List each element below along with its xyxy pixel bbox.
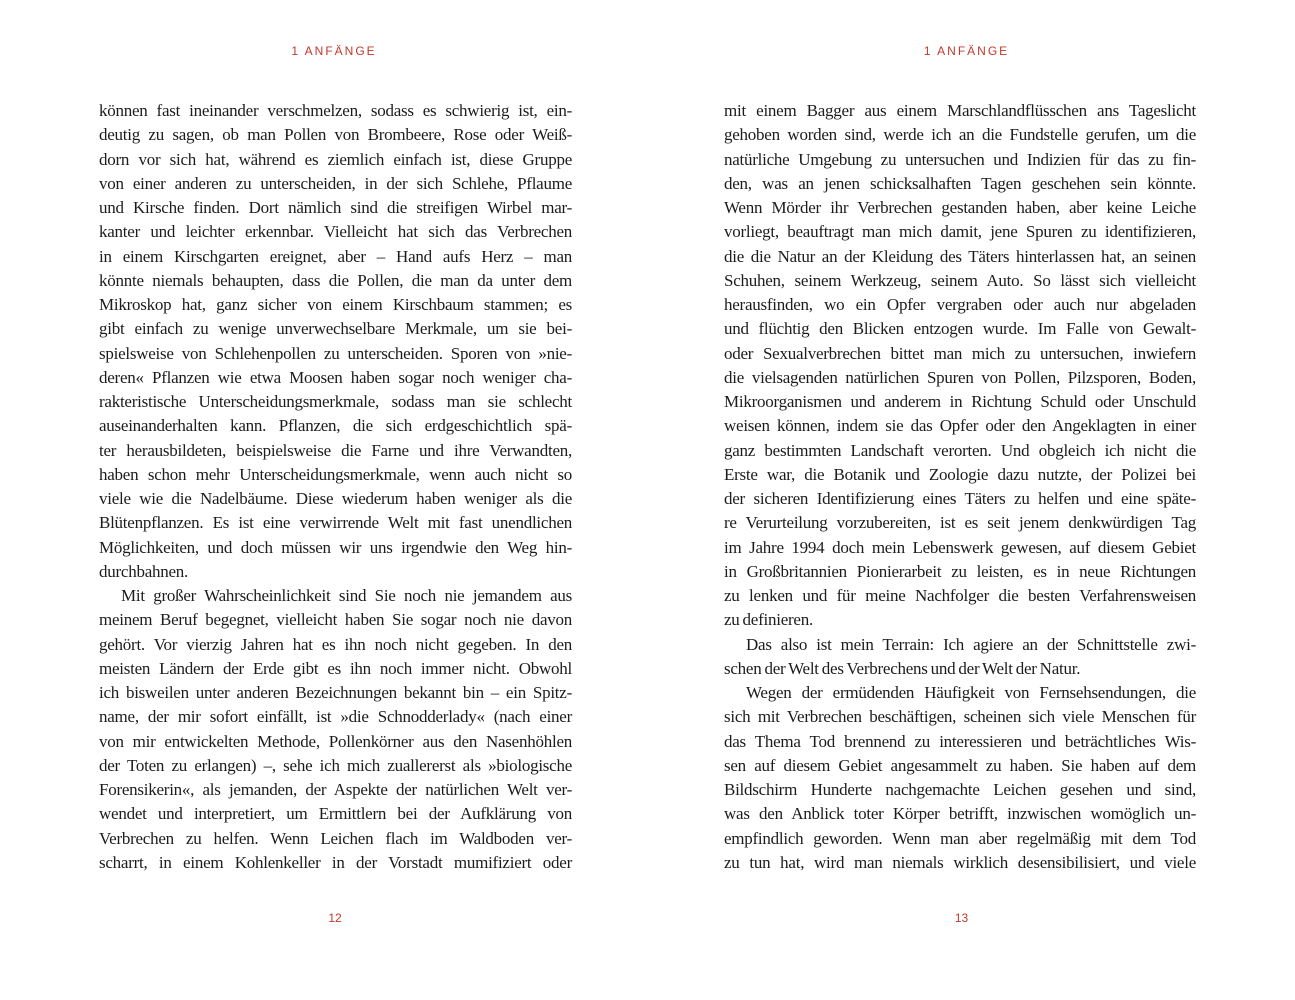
page-number: 13 <box>954 911 969 925</box>
text-line: und flüchtig den Blicken entzogen wurde. Im Falle von Gewalt- <box>724 319 1196 339</box>
text-line: empfindlich geworden. Wenn man aber regelmäßig mit dem Tod <box>724 828 1196 848</box>
text-line: der Toten zu erlangen) –, sehe ich mich zuallererst als »biologische <box>99 755 572 775</box>
text-line: re Verurteilung vorzubereiten, ist es seit jenem denkwürdigen Tag <box>724 513 1196 533</box>
text-line: Verbrechen zu helfen. Wenn Leichen flach im Waldboden ver- <box>99 828 572 848</box>
text-line: von mir entwickelten Methode, Pollenkörner aus den Nasenhöhlen <box>99 731 572 751</box>
text-line: könnte niemals behaupten, dass die Pollen, die man da unter dem <box>99 270 572 290</box>
text-line: zu lenken und für meine Nachfolger die besten Verfahrensweisen <box>724 586 1196 605</box>
text-line: auseinanderhalten kann. Pflanzen, die sich erdgeschichtlich spä- <box>99 416 572 436</box>
text-line: Mit großer Wahrscheinlichkeit sind Sie noch nie jemandem aus <box>121 586 572 605</box>
text-line: gehoben worden sind, werde ich an die Fundstelle gerufen, um die <box>724 125 1196 145</box>
text-line: gehört. Vor vierzig Jahren hat es ihn noch nicht gegeben. In den <box>99 634 572 654</box>
text-line: kanter und leichter erkennbar. Vielleicht hat sich das Verbrechen <box>99 222 572 242</box>
text-line: wendet und interpretiert, um Ermittlern bei der Aufklärung von <box>99 804 572 824</box>
text-line: Forensikerin«, als jemanden, der Aspekte der natürlichen Welt ver- <box>99 780 572 799</box>
text-line: sen auf diesem Gebiet angesammelt zu haben. Sie haben auf dem <box>724 755 1196 775</box>
text-line: können fast ineinander verschmelzen, sodass es schwierig ist, ein- <box>99 101 572 120</box>
page-number: 12 <box>328 911 342 925</box>
text-line: von einer anderen zu unterscheiden, in der sich Schlehe, Pflaume <box>99 173 572 193</box>
text-line: ganz bestimmten Landschaft verorten. Und obgleich ich nicht die <box>724 440 1196 460</box>
text-line: mit einem Bagger aus einem Marschlandflüsschen ans Tageslicht <box>724 101 1196 120</box>
text-line: meisten Ländern der Erde gibt es ihn noch immer nicht. Obwohl <box>99 658 572 678</box>
text-line: scharrt, in einem Kohlenkeller in der Vorstadt mumifiziert oder <box>99 852 572 872</box>
text-line: spielsweise von Schlehenpollen zu unterscheiden. Sporen von »nie- <box>99 343 572 363</box>
right-page <box>648 0 1295 1000</box>
text-line: Blütenpflanzen. Es ist eine verwirrende Welt mit fast unendlichen <box>99 513 572 533</box>
text-line: deren« Pflanzen wie etwa Moosen haben sogar noch weniger cha- <box>99 367 572 387</box>
text-line: Wegen der ermüdenden Häufigkeit von Fernsehsendungen, die <box>746 683 1196 702</box>
text-line: Erste war, die Botanik und Zoologie dazu nutzte, der Polizei bei <box>724 464 1196 484</box>
text-line: viele wie die Nadelbäume. Diese wiederum haben weniger als die <box>99 489 572 508</box>
text-line: oder Sexualverbrechen bittet man mich zu untersuchen, inwiefern <box>724 343 1196 363</box>
text-line: sich mit Verbrechen beschäftigen, scheinen sich viele Menschen für <box>724 707 1196 727</box>
text-line: natürliche Umgebung zu untersuchen und Indizien für das zu fin- <box>724 149 1196 169</box>
text-line: und Kirsche finden. Dort nämlich sind die streifigen Wirbel mar- <box>99 198 572 217</box>
text-line: vorliegt, beauftragt man mich damit, jene Spuren zu identifizieren, <box>724 222 1196 242</box>
text-line: ter herausbildeten, beispielsweise die Farne und ihre Verwandten, <box>99 440 572 460</box>
text-line: im Jahre 1994 doch mein Lebenswerk gewesen, auf diesem Gebiet <box>724 537 1196 557</box>
text-line: Mikroorganismen und anderem in Richtung Schuld oder Unschuld <box>724 392 1196 411</box>
text-line: in einem Kirschgarten ereignet, aber – Hand aufs Herz – man <box>99 246 572 266</box>
text-line: die die Natur an der Kleidung des Täters hinterlassen hat, an seinen <box>724 246 1196 266</box>
text-line: durchbahnen. <box>99 561 189 581</box>
body-text <box>99 99 572 875</box>
text-line: gibt einfach zu wenige unverwechselbare Merkmale, um sie bei- <box>99 319 572 339</box>
text-line: haben schon mehr Unterscheidungsmerkmale, wenn auch nicht so <box>99 464 572 484</box>
text-line: zu definieren. <box>724 610 813 630</box>
text-line: schen der Welt des Verbrechens und der Welt der Natur. <box>724 658 1081 678</box>
text-line: Das also ist mein Terrain: Ich agiere an der Schnittstelle zwi- <box>746 634 1196 654</box>
text-line: herausfinden, wo ein Opfer vergraben oder auch nur abgeladen <box>724 295 1196 314</box>
text-line: Bildschirm Hunderte nachgemachte Leichen gesehen und sind, <box>724 780 1196 799</box>
text-line: die vielsagenden natürlichen Spuren von Pollen, Pilzsporen, Boden, <box>724 367 1196 387</box>
text-line: deutig zu sagen, ob man Pollen von Brombeere, Rose oder Weiß- <box>99 125 572 145</box>
text-line: was den Anblick toter Körper betrifft, inzwischen womöglich un- <box>724 804 1196 824</box>
text-line: Möglichkeiten, und doch müssen wir uns irgendwie den Weg hin- <box>99 537 572 557</box>
text-line: Wenn Mörder ihr Verbrechen gestanden haben, aber keine Leiche <box>724 198 1196 217</box>
body-text <box>724 99 1196 875</box>
running-head: 1 ANFÄNGE <box>923 44 1010 58</box>
text-line: der sicheren Identifizierung eines Täters zu helfen und eine späte- <box>724 489 1196 508</box>
text-line: weisen können, indem sie das Opfer oder den Angeklagten in einer <box>724 416 1196 436</box>
text-line: rakteristische Unterscheidungsmerkmale, sodass man sie schlecht <box>99 392 572 411</box>
text-line: meinem Beruf begegnet, vielleicht haben Sie sogar noch nie davon <box>99 610 572 630</box>
text-line: das Thema Tod brennend zu interessieren und beträchtliches Wis- <box>724 731 1196 751</box>
text-line: den, was an jenen schicksalhaften Tagen geschehen sein könnte. <box>724 173 1196 193</box>
text-line: zu tun hat, wird man niemals wirklich desensibilisiert, und viele <box>724 852 1196 872</box>
text-line: name, der mir sofort einfällt, ist »die Schnodderlady« (nach einer <box>99 707 572 727</box>
text-line: in Großbritannien Pionierarbeit zu leisten, es in neue Richtungen <box>724 561 1196 581</box>
text-line: dorn vor sich hat, während es ziemlich einfach ist, diese Gruppe <box>99 149 572 169</box>
text-line: ich bisweilen unter anderen Bezeichnungen bekannt bin – ein Spitz- <box>99 683 572 702</box>
text-line: Mikroskop hat, ganz sicher von einem Kirschbaum stammen; es <box>99 295 572 314</box>
running-head: 1 ANFÄNGE <box>291 44 377 58</box>
text-line: Schuhen, seinem Werkzeug, seinem Auto. So lässt sich vielleicht <box>724 270 1196 290</box>
